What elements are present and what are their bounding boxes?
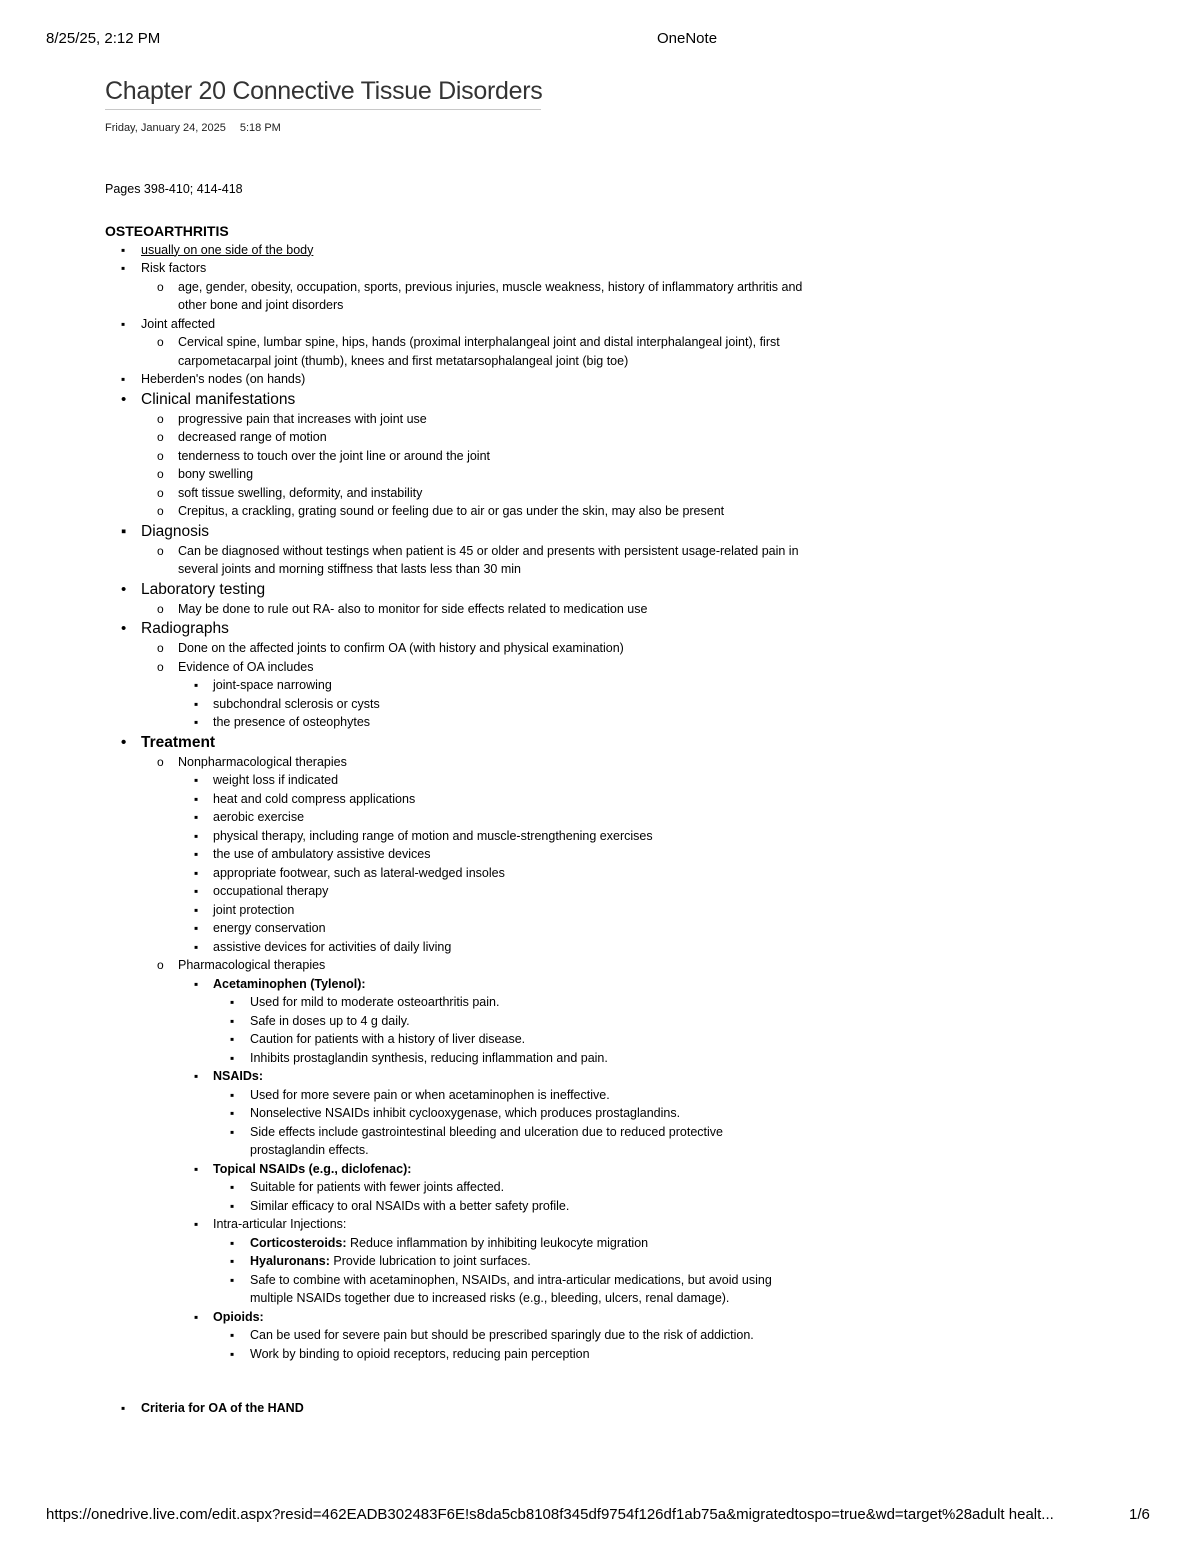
list-item: ▪ Nonselective NSAIDs inhibit cyclooxygenase, which produces prostaglandins. bbox=[105, 1104, 805, 1123]
dot-bullet-icon bbox=[121, 732, 126, 753]
list-item: o Can be diagnosed without testings when patient is 45 or older and presents with persistent usage-related pain in several joints and morning stiffness that lasts less than 30 min bbox=[105, 542, 818, 579]
list-item: ▪ NSAIDs: bbox=[105, 1067, 805, 1086]
square-bullet-icon bbox=[194, 901, 198, 920]
list-item: ▪ the presence of osteophytes bbox=[105, 713, 805, 732]
section-heading-osteoarthritis: OSTEOARTHRITIS bbox=[105, 222, 229, 239]
list-item: ▪ Risk factors bbox=[105, 259, 805, 278]
list-item: ▪ the use of ambulatory assistive devices bbox=[105, 845, 805, 864]
criteria-heading: ▪ Criteria for OA of the HAND bbox=[105, 1399, 805, 1418]
square-bullet-icon bbox=[121, 521, 126, 542]
square-bullet-icon bbox=[230, 1234, 234, 1253]
square-bullet-icon bbox=[230, 1049, 234, 1068]
square-bullet-icon bbox=[230, 1345, 234, 1364]
circle-bullet-icon bbox=[157, 333, 164, 352]
square-bullet-icon bbox=[230, 1326, 234, 1345]
list-item: o Crepitus, a crackling, grating sound or feeling due to air or gas under the skin, may also be present bbox=[105, 502, 818, 521]
list-item: ▪ subchondral sclerosis or cysts bbox=[105, 695, 805, 714]
circle-bullet-icon bbox=[157, 502, 164, 521]
circle-bullet-icon bbox=[157, 542, 164, 561]
square-bullet-icon bbox=[121, 315, 125, 334]
circle-bullet-icon bbox=[157, 639, 164, 658]
list-item: ▪ joint protection bbox=[105, 901, 805, 920]
list-item: ▪ Used for more severe pain or when acetaminophen is ineffective. bbox=[105, 1086, 805, 1105]
circle-bullet-icon bbox=[157, 428, 164, 447]
square-bullet-icon bbox=[194, 864, 198, 883]
list-item: ▪ Can be used for severe pain but should be prescribed sparingly due to the risk of addiction. bbox=[105, 1326, 790, 1345]
square-bullet-icon bbox=[230, 993, 234, 1012]
square-bullet-icon bbox=[230, 1012, 234, 1031]
print-datetime: 8/25/25, 2:12 PM bbox=[46, 30, 161, 47]
square-bullet-icon bbox=[230, 1252, 234, 1271]
square-bullet-icon bbox=[194, 919, 198, 938]
list-item: o tenderness to touch over the joint line or around the joint bbox=[105, 447, 805, 466]
square-bullet-icon bbox=[194, 676, 198, 695]
list-item: o progressive pain that increases with joint use bbox=[105, 410, 805, 429]
dot-bullet-icon bbox=[121, 389, 126, 410]
list-item: ▪ Corticosteroids: Reduce inflammation by inhibiting leukocyte migration bbox=[105, 1234, 805, 1253]
page-date: Friday, January 24, 2025 bbox=[105, 122, 226, 134]
print-url: https://onedrive.live.com/edit.aspx?resid=462EADB302483F6E!s8da5cb8108f345df9754f126df1ab75a&migratedtospo=true&wd=target%28adult healt... bbox=[46, 1506, 1054, 1523]
circle-bullet-icon bbox=[157, 600, 164, 619]
page-title: Chapter 20 Connective Tissue Disorders bbox=[105, 77, 541, 110]
list-item: o bony swelling bbox=[105, 465, 805, 484]
list-item: ▪ Suitable for patients with fewer joints affected. bbox=[105, 1178, 805, 1197]
square-bullet-icon bbox=[230, 1271, 234, 1290]
square-bullet-icon bbox=[121, 1399, 125, 1418]
list-item: ▪ Side effects include gastrointestinal bleeding and ulceration due to reduced protective prostaglandin effects. bbox=[105, 1123, 790, 1160]
square-bullet-icon bbox=[230, 1104, 234, 1123]
list-item: ▪ assistive devices for activities of daily living bbox=[105, 938, 805, 957]
list-item: ▪ occupational therapy bbox=[105, 882, 805, 901]
note-content bbox=[105, 180, 805, 1418]
list-item: ▪ Used for mild to moderate osteoarthritis pain. bbox=[105, 993, 805, 1012]
square-bullet-icon bbox=[230, 1123, 234, 1142]
dot-bullet-icon bbox=[121, 579, 126, 600]
circle-bullet-icon bbox=[157, 410, 164, 429]
pages-reference: Pages 398-410; 414-418 bbox=[105, 182, 243, 196]
square-bullet-icon bbox=[194, 713, 198, 732]
section-heading-clinical: • Clinical manifestations bbox=[105, 389, 805, 410]
list-item: o Cervical spine, lumbar spine, hips, hands (proximal interphalangeal joint and distal interphalangeal joint), first carpometacarpal joint (thumb), knees and first metatarsophalangeal joint (big toe) bbox=[105, 333, 818, 370]
list-item: ▪ Inhibits prostaglandin synthesis, reducing inflammation and pain. bbox=[105, 1049, 805, 1068]
square-bullet-icon bbox=[121, 241, 125, 260]
square-bullet-icon bbox=[194, 695, 198, 714]
circle-bullet-icon bbox=[157, 447, 164, 466]
dot-bullet-icon bbox=[121, 618, 126, 639]
print-page-number: 1/6 bbox=[1129, 1506, 1150, 1523]
print-app-name: OneNote bbox=[657, 30, 718, 47]
list-item: o Evidence of OA includes bbox=[105, 658, 805, 677]
square-bullet-icon bbox=[194, 882, 198, 901]
list-item: ▪ Work by binding to opioid receptors, reducing pain perception bbox=[105, 1345, 805, 1364]
circle-bullet-icon bbox=[157, 465, 164, 484]
list-item: ▪ physical therapy, including range of motion and muscle-strengthening exercises bbox=[105, 827, 805, 846]
section-heading-radiographs: • Radiographs bbox=[105, 618, 805, 639]
circle-bullet-icon bbox=[157, 658, 164, 677]
list-item: ▪ Similar efficacy to oral NSAIDs with a better safety profile. bbox=[105, 1197, 805, 1216]
square-bullet-icon bbox=[194, 938, 198, 957]
page-datetime bbox=[105, 122, 281, 134]
list-item: ▪ energy conservation bbox=[105, 919, 805, 938]
square-bullet-icon bbox=[121, 370, 125, 389]
square-bullet-icon bbox=[194, 1160, 198, 1179]
list-item: ▪ Heberden's nodes (on hands) bbox=[105, 370, 805, 389]
square-bullet-icon bbox=[194, 790, 198, 809]
section-heading-lab: • Laboratory testing bbox=[105, 579, 805, 600]
square-bullet-icon bbox=[230, 1086, 234, 1105]
circle-bullet-icon bbox=[157, 956, 164, 975]
list-item: ▪ Opioids: bbox=[105, 1308, 805, 1327]
circle-bullet-icon bbox=[157, 753, 164, 772]
list-item: o May be done to rule out RA- also to monitor for side effects related to medication use bbox=[105, 600, 805, 619]
list-item: o decreased range of motion bbox=[105, 428, 805, 447]
list-item: ▪ weight loss if indicated bbox=[105, 771, 805, 790]
page-time: 5:18 PM bbox=[239, 122, 281, 134]
list-item: o soft tissue swelling, deformity, and instability bbox=[105, 484, 805, 503]
list-item: ▪ Acetaminophen (Tylenol): bbox=[105, 975, 805, 994]
square-bullet-icon bbox=[194, 845, 198, 864]
list-item: o age, gender, obesity, occupation, sports, previous injuries, muscle weakness, history of inflammatory arthritis and other bone and joint disorders bbox=[105, 278, 818, 315]
square-bullet-icon bbox=[194, 1215, 198, 1234]
list-item: ▪ heat and cold compress applications bbox=[105, 790, 805, 809]
square-bullet-icon bbox=[194, 1067, 198, 1086]
list-item: ▪ Caution for patients with a history of liver disease. bbox=[105, 1030, 805, 1049]
list-item: ▪ joint-space narrowing bbox=[105, 676, 805, 695]
list-item: ▪ Topical NSAIDs (e.g., diclofenac): bbox=[105, 1160, 805, 1179]
section-heading-diagnosis: ▪ Diagnosis bbox=[105, 521, 805, 542]
circle-bullet-icon bbox=[157, 484, 164, 503]
list-item: ▪ appropriate footwear, such as lateral-wedged insoles bbox=[105, 864, 805, 883]
list-item: o Done on the affected joints to confirm OA (with history and physical examination) bbox=[105, 639, 805, 658]
list-item: ▪ aerobic exercise bbox=[105, 808, 805, 827]
list-item: ▪ Safe to combine with acetaminophen, NSAIDs, and intra-articular medications, but avoid using multiple NSAIDs together due to increased risks (e.g., bleeding, ulcers, renal damage). bbox=[105, 1271, 790, 1308]
square-bullet-icon bbox=[121, 259, 125, 278]
list-item: ▪ Joint affected bbox=[105, 315, 805, 334]
list-item: o Nonpharmacological therapies bbox=[105, 753, 805, 772]
list-item: ▪ Safe in doses up to 4 g daily. bbox=[105, 1012, 805, 1031]
square-bullet-icon bbox=[194, 808, 198, 827]
square-bullet-icon bbox=[230, 1197, 234, 1216]
square-bullet-icon bbox=[194, 771, 198, 790]
square-bullet-icon bbox=[194, 975, 198, 994]
square-bullet-icon bbox=[230, 1178, 234, 1197]
square-bullet-icon bbox=[194, 827, 198, 846]
square-bullet-icon bbox=[230, 1030, 234, 1049]
circle-bullet-icon bbox=[157, 278, 164, 297]
section-heading-treatment: • Treatment bbox=[105, 732, 805, 753]
square-bullet-icon bbox=[194, 1308, 198, 1327]
list-item: o Pharmacological therapies bbox=[105, 956, 805, 975]
list-item: ▪ Hyaluronans: Provide lubrication to joint surfaces. bbox=[105, 1252, 805, 1271]
list-item: ▪ usually on one side of the body bbox=[105, 241, 805, 260]
list-item: ▪ Intra-articular Injections: bbox=[105, 1215, 805, 1234]
